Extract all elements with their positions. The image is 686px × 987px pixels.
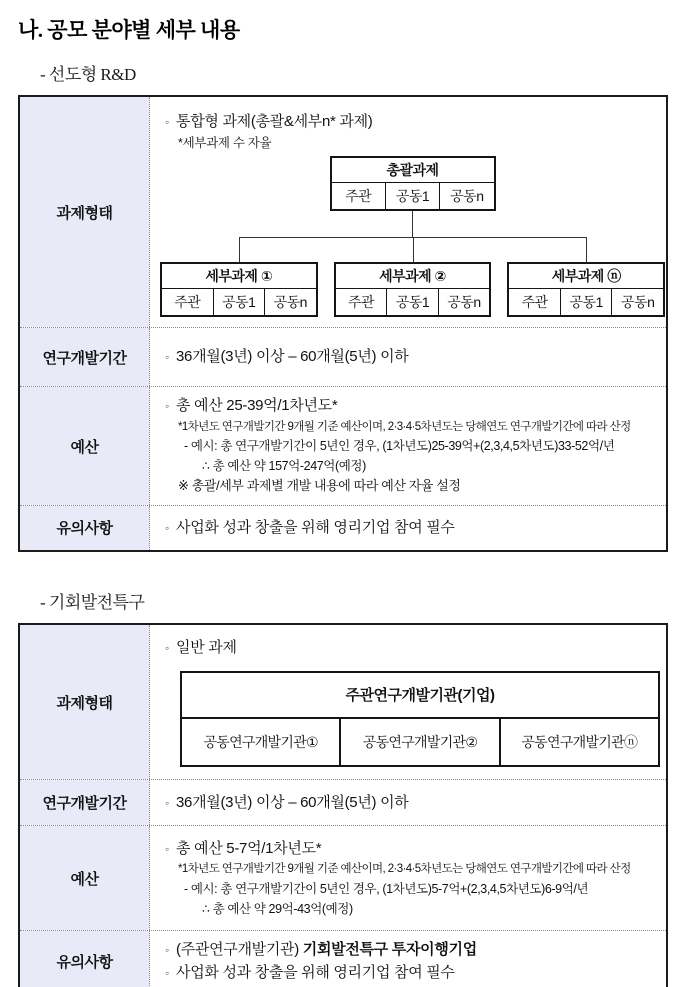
child-box-cells xyxy=(336,289,490,315)
budget-bullet-line xyxy=(158,395,662,418)
table-row xyxy=(20,97,666,327)
project-type-bullet-line xyxy=(158,637,662,660)
bullet-marker: ◦ xyxy=(165,640,169,655)
connector-stub xyxy=(586,237,587,262)
caution-bullet-line-1 xyxy=(158,939,662,962)
organization-inner-table xyxy=(180,671,660,767)
org-chart-child-box-1 xyxy=(160,262,318,317)
child-cell: 공동1 xyxy=(386,289,438,315)
org-chart-child-box-n xyxy=(507,262,665,317)
budget-footnote-1: *1차년도 연구개발기간 9개월 기준 예산이며, 2·3·4·5차년도는 당해연도 연구개발기간에 따라 산정 xyxy=(178,420,631,433)
connector-stub xyxy=(239,237,240,262)
bullet-marker: ◦ xyxy=(165,115,169,129)
child-cell: 공동1 xyxy=(560,289,612,315)
project-type-note: *세부과제 수 자율 xyxy=(178,135,272,150)
row-header-project-type: 과제형태 xyxy=(20,97,150,327)
budget-bullet-line xyxy=(158,838,662,861)
caution-bullet-line xyxy=(158,517,662,540)
budget-footnote-3: ∴ 총 예산 약 157억-247억(예정) xyxy=(202,459,366,474)
table-row xyxy=(20,327,666,386)
org-chart-children xyxy=(160,262,665,317)
caution-line-2: 사업화 성과 창출을 위해 영리기업 참여 필수 xyxy=(176,963,455,981)
connector-lines xyxy=(160,237,665,262)
parent-cell: 공동1 xyxy=(385,183,439,209)
budget-footnote-3: ∴ 총 예산 약 29억-43억(예정) xyxy=(202,901,353,916)
row-header-period: 연구개발기간 xyxy=(20,780,150,825)
bullet-marker: ◦ xyxy=(165,841,169,856)
budget-main-text: 총 예산 5-7억/1차년도* xyxy=(176,839,322,857)
org-chart-child-box-2 xyxy=(334,262,492,317)
inner-table-cell: 공동연구개발기관① xyxy=(203,734,318,751)
inner-table-header: 주관연구개발기관(기업) xyxy=(182,673,658,719)
child-cell: 공동n xyxy=(611,289,663,315)
inner-table-cells xyxy=(182,719,658,765)
table-row xyxy=(20,825,666,930)
period-bullet-line xyxy=(158,792,662,815)
page-title: 나. 공모 분야별 세부 내용 xyxy=(18,18,240,42)
caution-line-1-bold: 기회발전특구 투자이행기업 xyxy=(302,941,477,959)
bullet-marker: ◦ xyxy=(165,943,169,958)
period-text: 36개월(3년) 이상 – 60개월(5년) 이하 xyxy=(176,793,409,811)
budget-main-text: 총 예산 25-39억/1차년도* xyxy=(176,397,338,415)
org-chart xyxy=(160,156,665,317)
child-cell: 주관 xyxy=(347,294,374,311)
period-content xyxy=(150,328,666,386)
period-text: 36개월(3년) 이상 – 60개월(5년) 이하 xyxy=(176,348,409,365)
parent-cell: 주관 xyxy=(345,188,372,205)
child-cell: 공동1 xyxy=(213,289,265,315)
caution-line-1 xyxy=(176,939,477,962)
row-header-project-type: 과제형태 xyxy=(20,625,150,780)
parent-cell: 공동n xyxy=(439,183,493,209)
row-header-budget: 예산 xyxy=(20,826,150,930)
leading-rnd-table xyxy=(18,95,668,552)
child-box-cells xyxy=(162,289,316,315)
row-header-caution: 유의사항 xyxy=(20,506,150,550)
org-chart-parent-box xyxy=(330,156,496,211)
bullet-marker: ◦ xyxy=(165,795,169,810)
opportunity-zone-table xyxy=(18,623,668,987)
inner-table-cell: 공동연구개발기관② xyxy=(339,719,498,765)
table-row xyxy=(20,386,666,505)
inner-table-cell: 공동연구개발기관ⓝ xyxy=(499,719,658,765)
period-content xyxy=(150,780,666,825)
connector-stub xyxy=(412,211,413,237)
caution-text: 사업화 성과 창출을 위해 영리기업 참여 필수 xyxy=(176,518,455,536)
child-box-cells xyxy=(509,289,663,315)
parent-box-cells xyxy=(332,183,494,209)
period-bullet-line xyxy=(158,346,662,369)
project-type-text: 통합형 과제(총괄&세부n* 과제) xyxy=(176,113,373,130)
connector-stub xyxy=(413,237,414,262)
bullet-marker: ◦ xyxy=(165,965,169,980)
project-type-text: 일반 과제 xyxy=(176,638,237,656)
project-type-content xyxy=(150,625,666,780)
section-label-leading-rnd: - 선도형 R&D xyxy=(40,65,136,84)
child-cell: 주관 xyxy=(174,294,201,311)
parent-box-title: 총괄과제 xyxy=(332,158,494,183)
child-box-title: 세부과제 ② xyxy=(336,264,490,289)
row-header-budget: 예산 xyxy=(20,387,150,505)
budget-footnote-1: *1차년도 연구개발기간 9개월 기준 예산이며, 2·3·4·5차년도는 당해연도 연구개발기간에 따라 산정 xyxy=(178,863,631,876)
table-row xyxy=(20,625,666,780)
project-type-content xyxy=(150,97,669,327)
caution-bullet-line-2 xyxy=(158,962,662,985)
budget-footnote-2: - 예시: 총 연구개발기간이 5년인 경우, (1차년도)25-39억+(2,3,4,5차년도)33-52억/년 xyxy=(184,439,615,454)
row-header-caution: 유의사항 xyxy=(20,931,150,987)
child-cell: 공동n xyxy=(264,289,316,315)
caution-line-1-prefix: (주관연구개발기관) xyxy=(176,941,303,959)
budget-footnote-4: ※ 총괄/세부 과제별 개발 내용에 따라 예산 자율 설정 xyxy=(178,478,461,494)
section-gap xyxy=(18,552,668,588)
section-label-opportunity-zone: - 기회발전특구 xyxy=(40,592,145,612)
row-header-period: 연구개발기간 xyxy=(20,328,150,386)
child-box-title: 세부과제 ⓝ xyxy=(509,264,663,289)
caution-content xyxy=(150,931,666,987)
child-box-title: 세부과제 ① xyxy=(162,264,316,289)
project-type-bullet-line xyxy=(158,111,665,134)
table-row xyxy=(20,779,666,825)
table-row xyxy=(20,930,666,987)
budget-content xyxy=(150,826,666,930)
budget-footnote-2: - 예시: 총 연구개발기간이 5년인 경우, (1차년도)5-7억+(2,3,4,5차년도)6-9억/년 xyxy=(184,881,589,896)
child-cell: 주관 xyxy=(521,294,548,311)
bullet-marker: ◦ xyxy=(165,350,169,364)
budget-content xyxy=(150,387,666,505)
table-row xyxy=(20,505,666,550)
bullet-marker: ◦ xyxy=(165,399,169,414)
bullet-marker: ◦ xyxy=(165,520,169,535)
caution-content xyxy=(150,506,666,550)
child-cell: 공동n xyxy=(438,289,490,315)
